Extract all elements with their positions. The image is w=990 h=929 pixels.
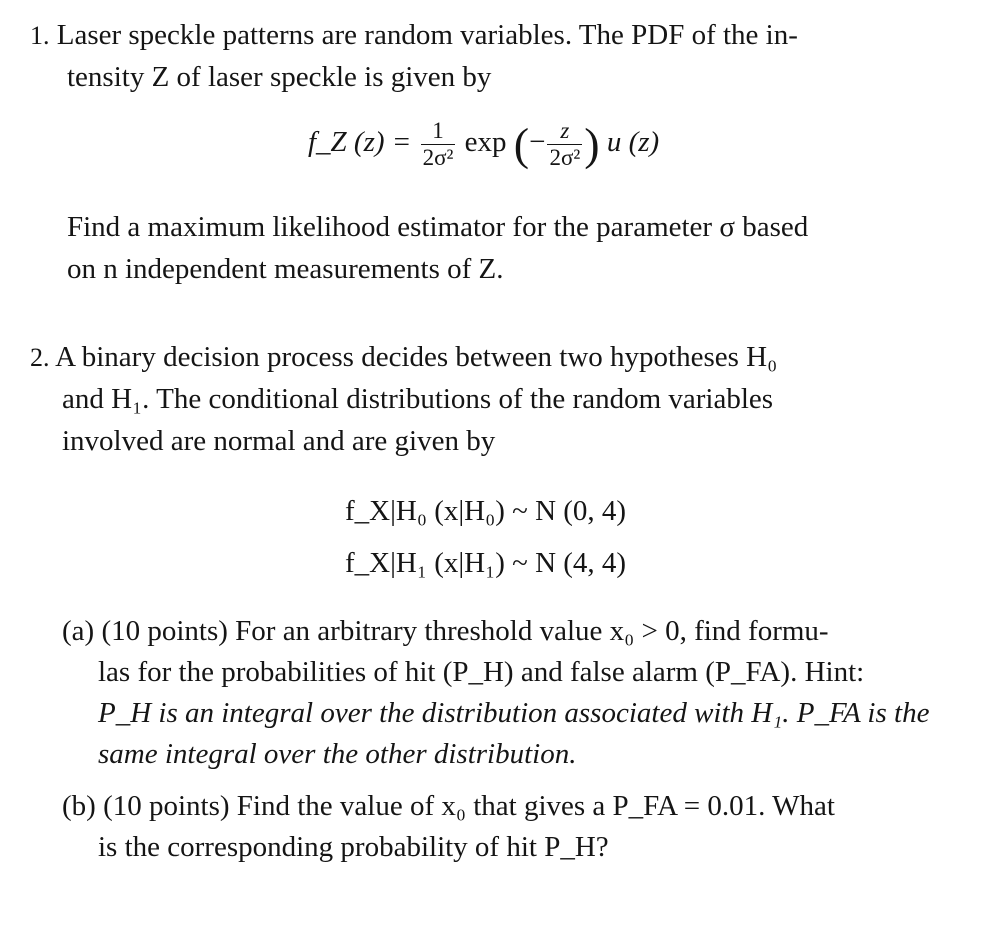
part-b-text-1: (10 points) Find the value of x₀ that gives a P_FA = 0.01. What: [103, 790, 835, 822]
problem-2-line-3: involved are normal and are given by: [62, 425, 496, 457]
open-paren: (: [513, 118, 530, 170]
problem-1-line-2: tensity Z of laser speckle is given by: [67, 61, 492, 93]
problem-1-text-1: Laser speckle patterns are random variables. The PDF of the in-: [56, 19, 798, 51]
distribution-h0: f_X|H₀ (x|H₀) ~ N (0, 4): [345, 495, 627, 527]
fraction-1-numerator: 1: [432, 118, 444, 143]
distribution-h1: f_X|H₁ (x|H₁) ~ N (4, 4): [345, 547, 627, 579]
problem-2-number: 2.: [30, 343, 50, 372]
part-a-line-1: [62, 614, 829, 648]
part-a-line-2: las for the probabilities of hit (P_H) and false alarm (P_FA). Hint:: [98, 656, 865, 688]
problem-1-line-3: Find a maximum likelihood estimator for the parameter σ based: [67, 211, 809, 243]
fraction-1-denominator: 2σ²: [422, 145, 454, 170]
close-paren: ): [584, 118, 600, 170]
fraction-1: [421, 118, 456, 171]
problem-1-line-1: [30, 18, 798, 53]
exp-operator: exp: [464, 126, 507, 159]
pdf-equation: f_Z (z) = $\frac{1}{\text{2σ²}}$ exp (− $\frac{z}{\text{2σ²}}$ ) u (z): [308, 118, 660, 170]
fraction-2-denominator: 2σ²: [549, 145, 581, 170]
part-a-label: (a): [62, 615, 95, 647]
problem-2-text-1: A binary decision process decides between two hypotheses H₀: [55, 341, 778, 373]
part-b-line-2: is the corresponding probability of hit P_H?: [98, 831, 609, 863]
problem-1-number: 1.: [30, 21, 50, 50]
fraction-2: [547, 118, 582, 171]
equation-lhs: f_Z (z) =: [308, 126, 412, 159]
equation-tail: u (z): [606, 126, 660, 159]
problem-1-line-4: on n independent measurements of Z.: [67, 253, 504, 285]
part-a-line-4: same integral over the other distribution.: [98, 738, 577, 770]
part-b-line-1: [62, 789, 835, 823]
problem-2-line-1: [30, 340, 777, 375]
part-a-line-3: P_H is an integral over the distribution associated with H₁. P_FA is the: [98, 697, 930, 729]
part-b-label: (b): [62, 790, 96, 822]
problem-2-line-2: and H₁. The conditional distributions of the random variables: [62, 383, 774, 415]
fraction-2-numerator: z: [560, 118, 570, 143]
part-a-text-1: (10 points) For an arbitrary threshold value x₀ > 0, find formu-: [101, 615, 829, 647]
